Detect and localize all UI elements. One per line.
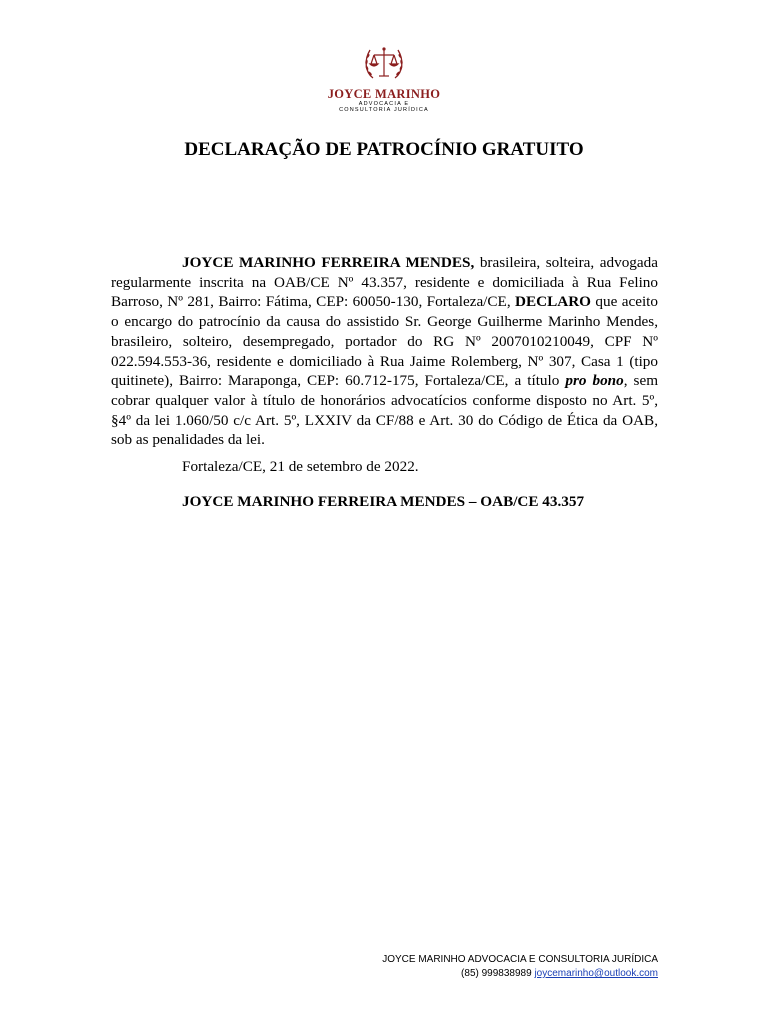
date-line: Fortaleza/CE, 21 de setembro de 2022. <box>182 458 419 475</box>
footer-email-link[interactable]: joycemarinho@outlook.com <box>534 968 658 979</box>
pro-bono-term: pro bono <box>565 372 624 390</box>
company-logo <box>314 40 454 113</box>
document-title: DECLARAÇÃO DE PATROCÍNIO GRATUITO <box>184 139 584 160</box>
declaro-keyword: DECLARO <box>515 293 591 311</box>
logo-name: JOYCE MARINHO <box>327 87 441 101</box>
logo-subtitle-line2: CONSULTORIA JURÍDICA <box>339 107 429 113</box>
declaration-paragraph <box>111 253 658 450</box>
page-footer <box>382 953 658 981</box>
declaration-text-part3: , sem cobrar qualquer valor à título de honorários advocatícios conforme disposto no Art. 5º, §4º da lei 1.060/50 c/c Art. 5º, LXXIV da CF/88 e Art. 30 do Código de Ética da OAB, sob as penalidades da lei. <box>111 372 659 449</box>
declaration-text-part2: que aceito o encargo do patrocínio da causa do assistido Sr. George Guilherme Marinho Mendes, brasileiro, solteiro, desempregado, portador do RG Nº 2007010210049, CPF Nº 022.594.553-36, residente e domiciliado à Rua Jaime Rolemberg, Nº 307, Casa 1 (tipo quitinete), Bairro: Maraponga, CEP: 60.712-175, Fortaleza/CE, a título <box>111 293 658 390</box>
logo-subtitle-line1: ADVOCACIA E <box>358 101 410 107</box>
signature-line: JOYCE MARINHO FERREIRA MENDES – OAB/CE 43.357 <box>182 493 585 510</box>
declarant-name: JOYCE MARINHO FERREIRA MENDES, <box>182 254 475 271</box>
scales-of-justice-icon <box>361 40 407 86</box>
footer-company: JOYCE MARINHO ADVOCACIA E CONSULTORIA JURÍDICA <box>382 954 658 965</box>
footer-phone: (85) 999838989 <box>461 968 532 979</box>
footer-contact <box>382 967 658 981</box>
declaration-text-part1: brasileira, solteira, advogada regularmente inscrita na OAB/CE Nº 43.357, residente e domiciliada à Rua Felino Barroso, Nº 281, Bairro: Fátima, CEP: 60050-130, Fortaleza/CE, <box>111 254 658 311</box>
